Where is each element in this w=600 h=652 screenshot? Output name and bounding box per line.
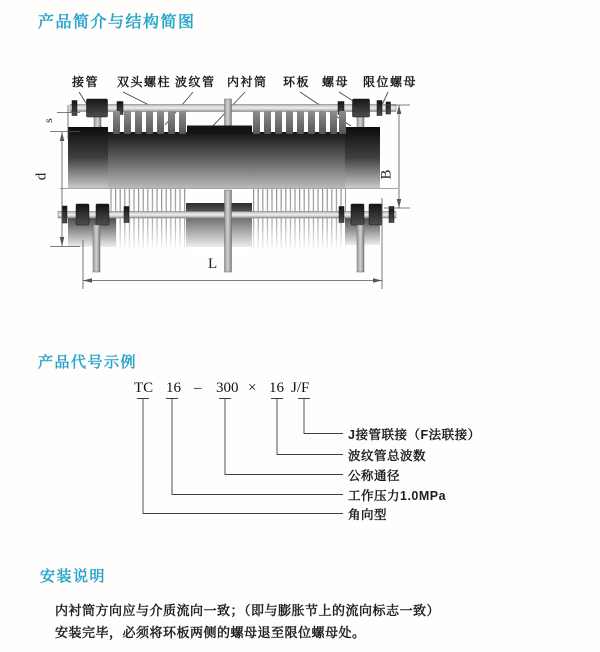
dim-label-d: d <box>33 172 50 181</box>
code-annotation-waves: 波纹管总波数 <box>348 449 427 463</box>
dim-label-s: s <box>40 118 55 123</box>
code-annotation-pressure: 工作压力1.0MPa <box>348 489 447 503</box>
code-annotation-connection: J接管联接（F法联接） <box>348 428 481 442</box>
dim-label-B: B <box>378 169 395 180</box>
part-label-nut: 螺母 <box>322 75 350 89</box>
part-label-limit-nut: 限位螺母 <box>363 75 418 89</box>
code-token-connection: J/F <box>291 380 310 396</box>
code-token-pressure: 16 <box>166 380 181 396</box>
part-label-connecting-pipe: 接管 <box>72 75 100 89</box>
section-title-intro: 产品简介与结构简图 <box>38 14 196 31</box>
lower-half <box>58 189 396 272</box>
install-instruction-line1: 内衬筒方向应与介质流向一致；（即与膨胀节上的流向标志一致） <box>55 603 441 618</box>
code-leader-lines <box>137 399 343 514</box>
code-token-waves: 16 <box>269 380 284 396</box>
code-token-diameter: 300 <box>216 380 239 396</box>
code-token-dash: – <box>194 380 202 396</box>
install-instruction-line2: 安装完毕，必须将环板两侧的螺母退至限位螺母处。 <box>55 625 366 640</box>
code-token-type: TC <box>134 380 154 396</box>
section-title-code: 产品代号示例 <box>38 354 138 371</box>
part-label-inner-liner: 内衬筒 <box>227 75 268 89</box>
part-label-bellows: 波纹管 <box>175 75 216 89</box>
part-label-ring-plate: 环板 <box>283 75 311 89</box>
code-annotation-diameter: 公称通径 <box>348 469 401 483</box>
code-token-times: × <box>248 380 257 396</box>
part-label-double-stud: 双头螺柱 <box>117 75 172 89</box>
code-annotation-type: 角向型 <box>348 508 388 522</box>
section-title-install: 安装说明 <box>40 568 107 585</box>
upper-body <box>68 111 380 188</box>
dim-label-L: L <box>208 256 218 272</box>
